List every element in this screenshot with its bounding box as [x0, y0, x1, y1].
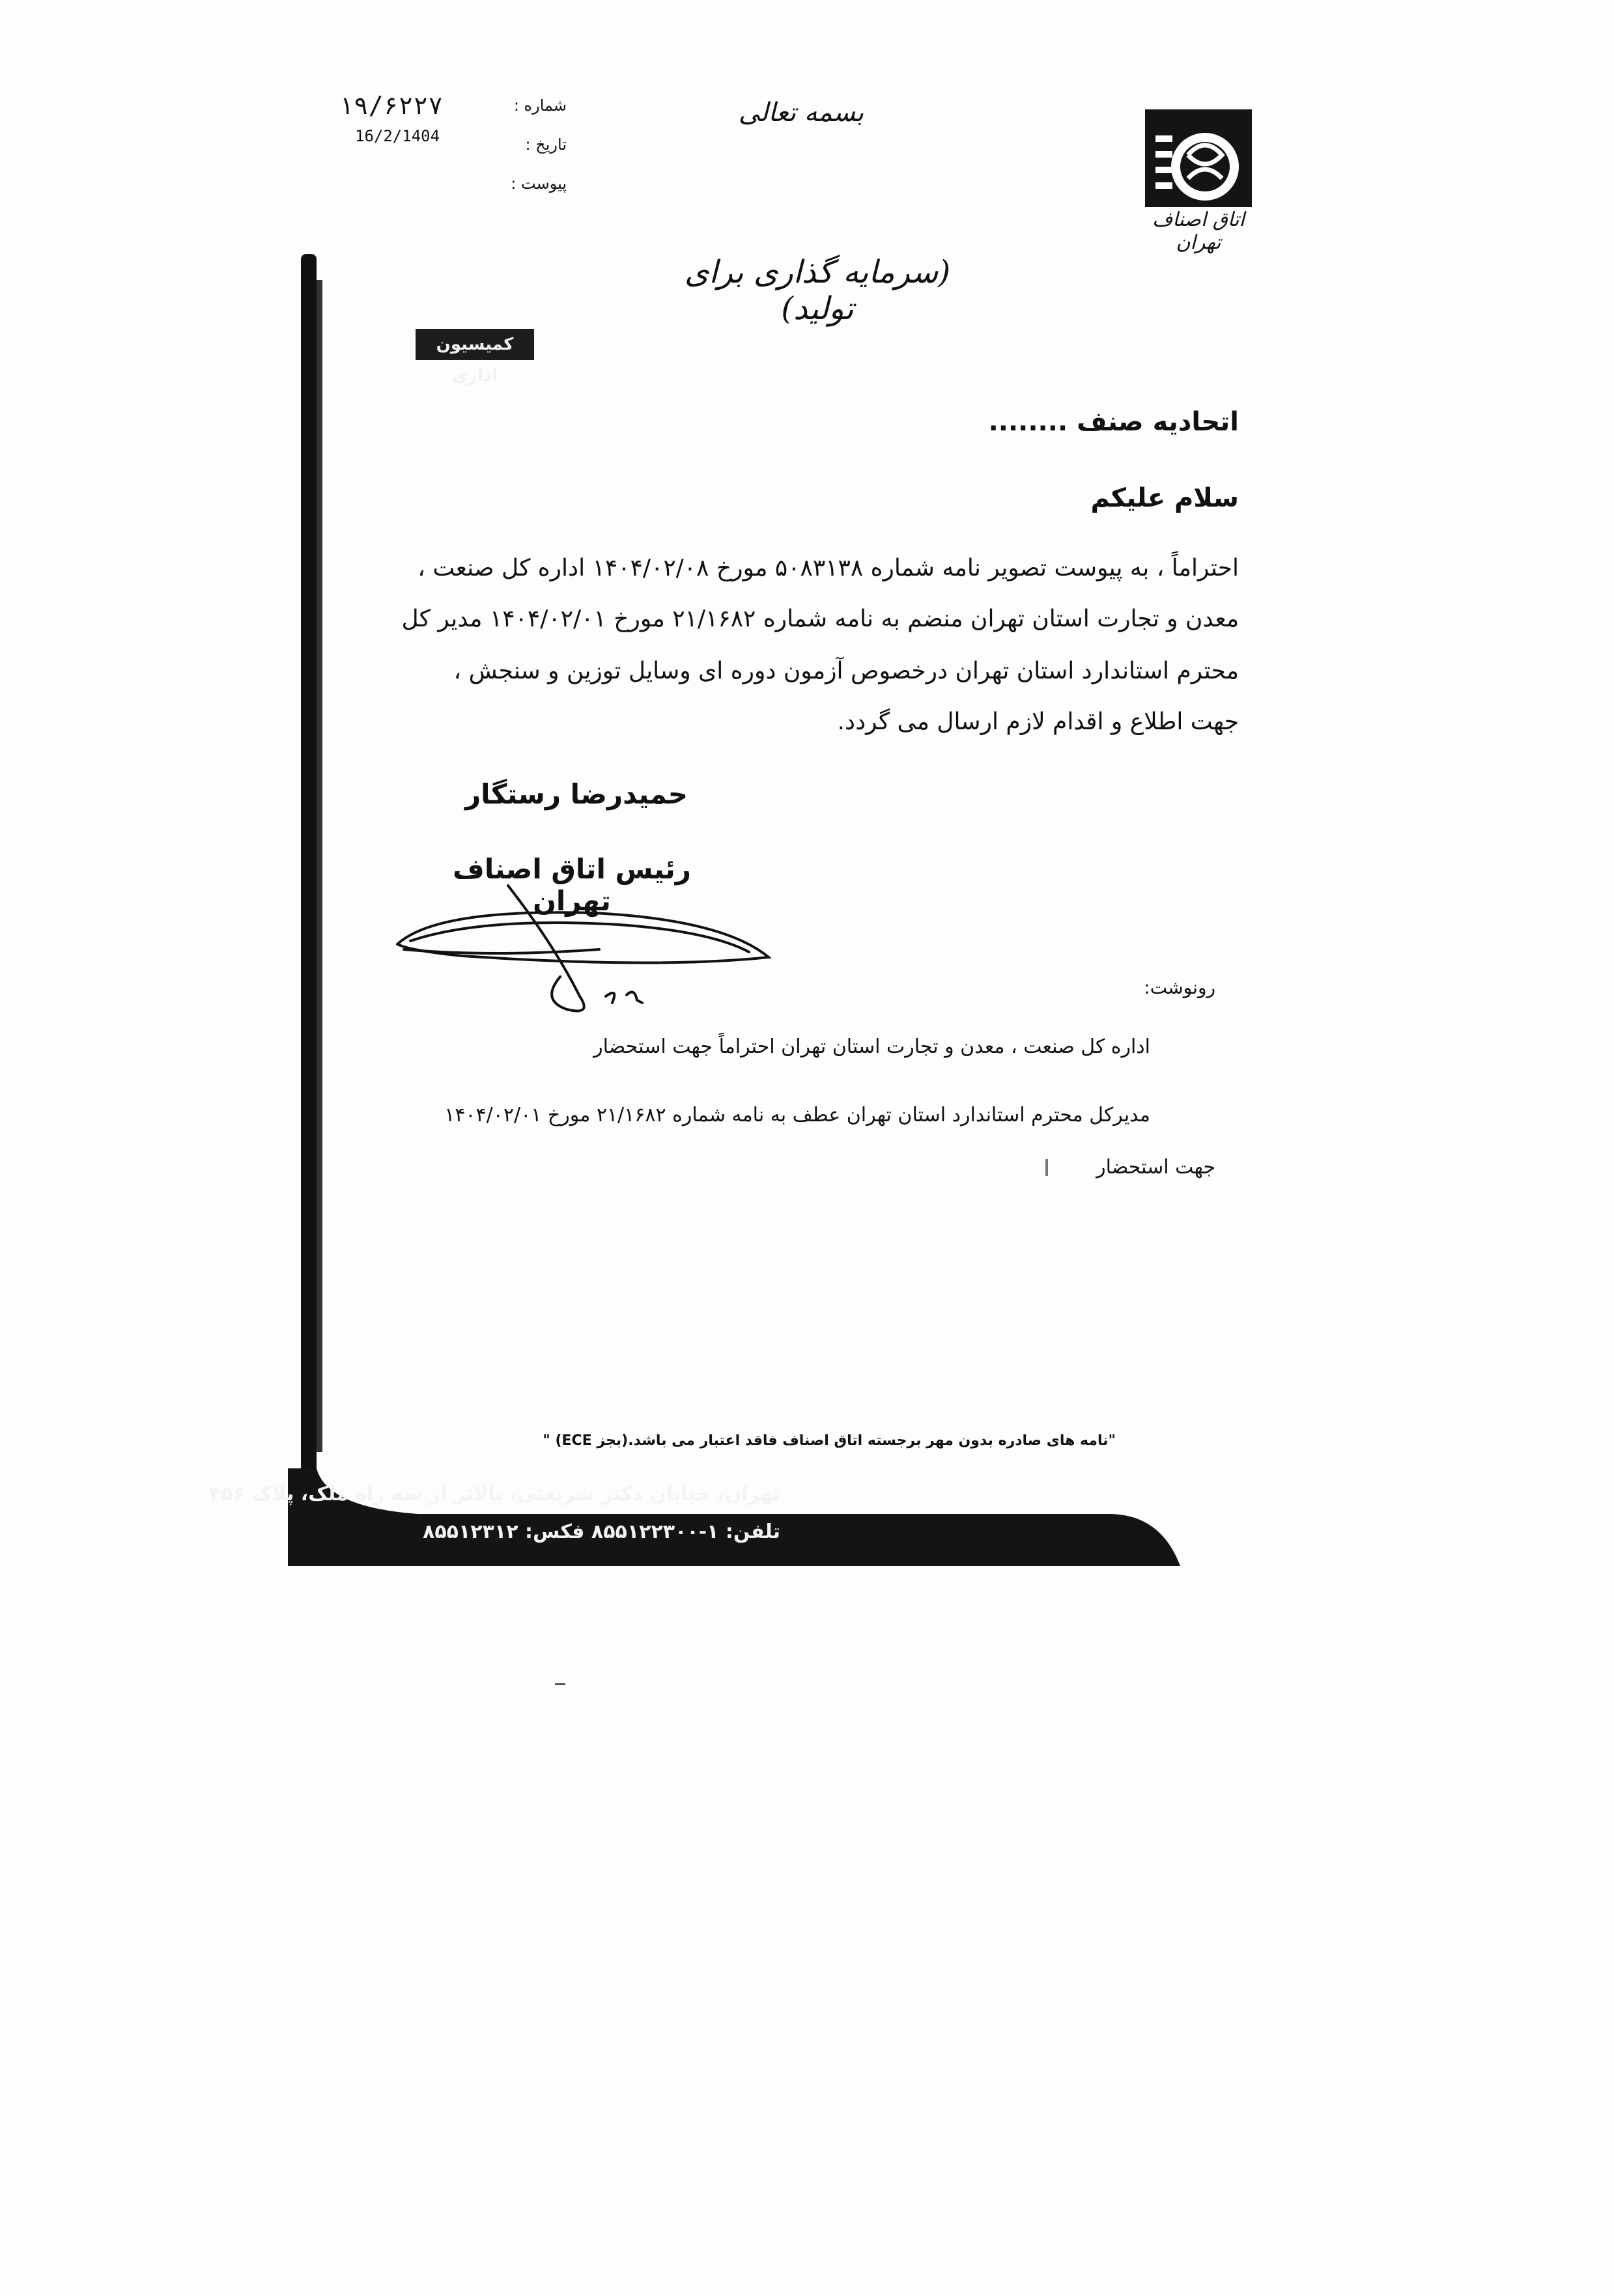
body-line: محترم استاندارد استان تهران درخصوص آزمون دوره ای وسایل توزین و سنجش ، [453, 658, 1239, 684]
cc-recipient-1: اداره کل صنعت ، معدن و تجارت استان تهران احتراماً جهت استحضار [593, 1035, 1150, 1058]
signer-title: رئیس اتاق اصناف تهران [453, 853, 691, 917]
attachment-label: پیوست : [511, 175, 567, 193]
motto: (سرمایه گذاری برای تولید) [684, 254, 951, 327]
frame-left-bar [301, 254, 317, 1472]
bismillah-heading: بسمه تعالی [738, 98, 864, 128]
logo-caption: اتاق اصناف تهران [1152, 208, 1245, 254]
department-stamp: کمیسیون اداری [416, 329, 534, 360]
body-line: جهت اطلاع و اقدام لازم ارسال می گردد. [837, 708, 1239, 735]
body-line: احتراماً ، به پیوست تصویر نامه شماره ۵۰۸۳۱۳۸ مورخ ۱۴۰۴/۰۲/۰۸ اداره کل صنعت ، [418, 555, 1239, 581]
cc-recipient-2: مدیرکل محترم استاندارد استان تهران عطف به نامه شماره ۲۱/۱۶۸۲ مورخ ۱۴۰۴/۰۲/۰۱ [444, 1104, 1150, 1127]
stray-mark [555, 1683, 565, 1685]
validity-footnote: "نامه های صادره بدون مهر برجسته اتاق اصناف فاقد اعتبار می باشد.(بجز ECE) " [543, 1433, 1116, 1449]
signer-name: حمیدرضا رستگار [465, 778, 688, 810]
frame-inner-bar [317, 280, 322, 1452]
recipient-line: اتحادیه صنف ........ [988, 407, 1239, 437]
letter-date: 16/2/1404 [355, 127, 440, 145]
number-label: شماره : [513, 96, 567, 115]
date-label: تاریخ : [525, 135, 567, 154]
body-line: معدن و تجارت استان تهران منضم به نامه شماره ۲۱/۱۶۸۲ مورخ ۱۴۰۴/۰۲/۰۱ مدیر کل [401, 606, 1239, 632]
tick-mark [1045, 1159, 1048, 1176]
footer-phones: تلفن: ۱-۸۵۵۱۲۲۳۰۰ فکس: ۸۵۵۱۲۳۱۲ [423, 1520, 780, 1543]
footer-address: تهران، خیابان دکتر شریعتی، بالاتر از سه راه ملک، پلاک ۴۵۶ [209, 1483, 780, 1505]
letter-number: ۱۹/۶۲۲۷ [339, 91, 444, 120]
cc-label: رونوشت: [1144, 977, 1215, 998]
handwritten-signature [384, 873, 775, 1042]
cc-recipient-2-purpose: جهت استحضار [1096, 1156, 1215, 1179]
greeting: سلام علیکم [1090, 483, 1239, 513]
